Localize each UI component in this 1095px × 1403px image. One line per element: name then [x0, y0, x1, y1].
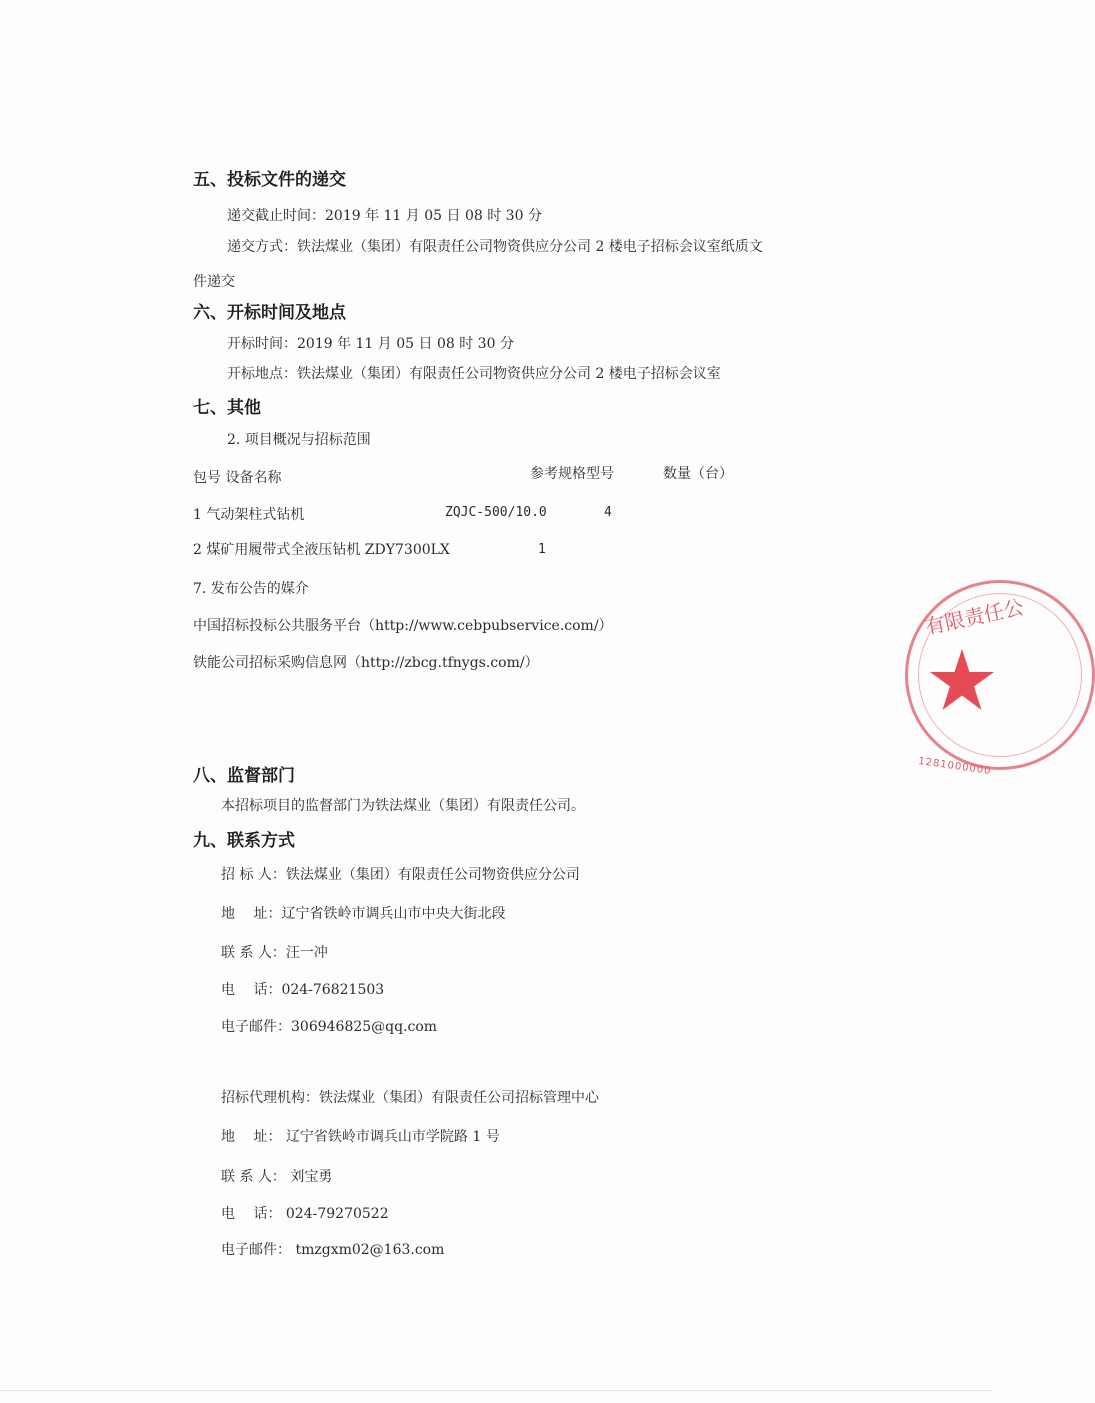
submission-method-line2: 件递交 — [193, 274, 235, 290]
tenderer-name: 招 标 人：铁法煤业（集团）有限责任公司物资供应分公司 — [221, 867, 580, 883]
media-heading: 7. 发布公告的媒介 — [193, 581, 309, 597]
media-link-tfnygs[interactable]: 铁能公司招标采购信息网（http://zbcg.tfnygs.com/） — [193, 655, 539, 671]
agency-contact: 联 系 人： 刘宝勇 — [221, 1169, 333, 1185]
opening-place: 开标地点：铁法煤业（集团）有限责任公司物资供应分公司 2 楼电子招标会议室 — [227, 366, 721, 382]
tenderer-contact: 联 系 人：汪一冲 — [221, 945, 328, 961]
company-seal — [905, 580, 1095, 778]
agency-address: 地 址： 辽宁省铁岭市调兵山市学院路 1 号 — [221, 1129, 500, 1145]
agency-email[interactable]: 电子邮件： tmzgxm02@163.com — [221, 1242, 445, 1258]
section-6-heading: 六、开标时间及地点 — [193, 303, 346, 323]
supervision-text: 本招标项目的监督部门为铁法煤业（集团）有限责任公司。 — [221, 798, 585, 814]
tenderer-email[interactable]: 电子邮件：306946825@qq.com — [221, 1019, 438, 1035]
seal-text: 有限责任公 — [922, 594, 1026, 640]
project-overview-subheading: 2. 项目概况与招标范围 — [227, 432, 371, 448]
table-row-2-qty: 1 — [538, 542, 546, 557]
section-7-heading: 七、其他 — [193, 398, 261, 418]
table-header-qty: 数量（台） — [663, 466, 733, 482]
submission-method-line1: 递交方式：铁法煤业（集团）有限责任公司物资供应分公司 2 楼电子招标会议室纸质文 — [227, 239, 763, 255]
section-5-heading: 五、投标文件的递交 — [193, 170, 346, 190]
table-row-1-qty: 4 — [604, 505, 612, 520]
media-link-cebpubservice[interactable]: 中国招标投标公共服务平台（http://www.cebpubservice.com/） — [193, 618, 613, 634]
submission-deadline: 递交截止时间：2019 年 11 月 05 日 08 时 30 分 — [227, 208, 542, 224]
tenderer-address: 地 址：辽宁省铁岭市调兵山市中央大街北段 — [221, 906, 506, 922]
tenderer-phone: 电 话：024-76821503 — [221, 982, 385, 998]
star-icon — [930, 649, 994, 711]
section-9-heading: 九、联系方式 — [193, 831, 295, 851]
table-header-spec: 参考规格型号 — [530, 466, 614, 482]
section-8-heading: 八、监督部门 — [193, 766, 295, 786]
agency-phone: 电 话： 024-79270522 — [221, 1206, 389, 1222]
scan-edge-line — [0, 1390, 992, 1391]
table-row-2-name-spec: 2 煤矿用履带式全液压钻机 ZDY7300LX — [193, 542, 450, 558]
opening-time: 开标时间：2019 年 11 月 05 日 08 时 30 分 — [227, 336, 514, 352]
table-header-package-name: 包号 设备名称 — [193, 470, 282, 486]
table-row-1-name: 1 气动架柱式钻机 — [193, 507, 305, 523]
table-row-1-spec: ZQJC-500/10.0 — [445, 505, 547, 520]
agency-name: 招标代理机构：铁法煤业（集团）有限责任公司招标管理中心 — [221, 1090, 599, 1106]
seal-number: 1281000000 — [917, 755, 993, 778]
